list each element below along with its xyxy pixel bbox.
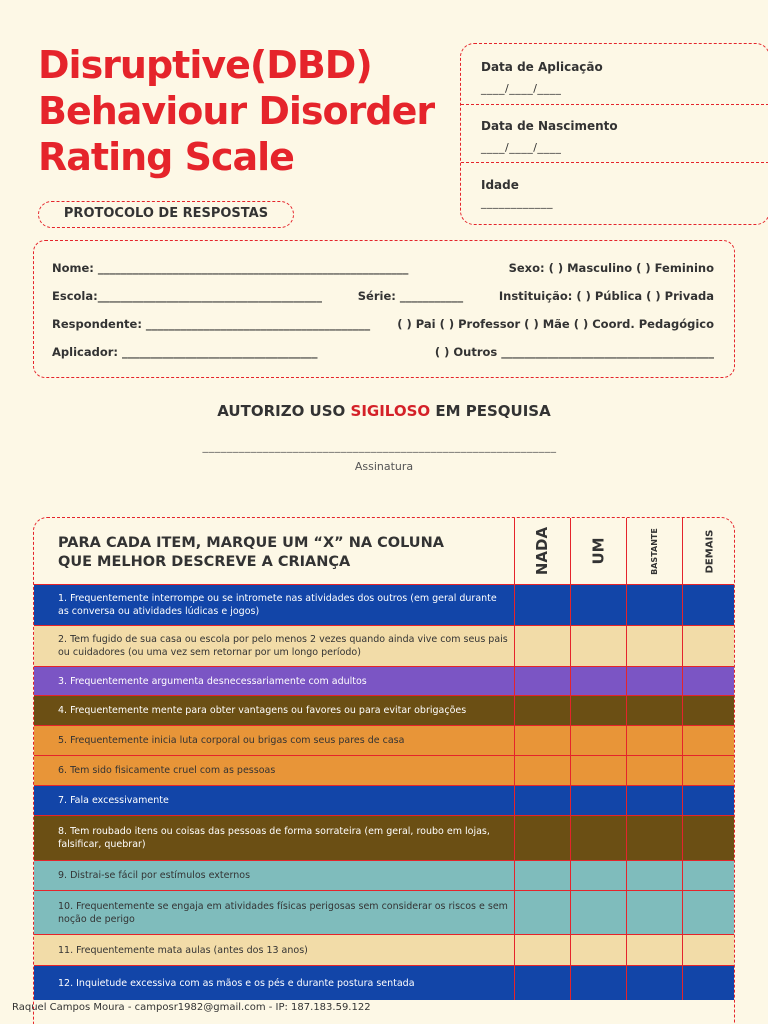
table-row xyxy=(34,584,735,625)
column-header-demais: DEMAIS xyxy=(682,518,735,584)
table-row xyxy=(34,725,735,755)
table-instruction xyxy=(58,534,444,572)
item-text: 8. Tem roubado itens ou coisas das pessoas de forma sorrateira (em geral, roubo em lojas, falsificar, quebrar) xyxy=(58,826,490,850)
title-line-1: Disruptive(DBD) xyxy=(38,43,372,87)
answer-cell-nada[interactable] xyxy=(514,891,570,934)
answer-cell-um[interactable] xyxy=(570,935,626,965)
scale-title xyxy=(38,42,434,180)
answer-cell-bastante[interactable] xyxy=(626,966,682,1000)
nome-row xyxy=(52,261,714,275)
answer-cell-um[interactable] xyxy=(570,891,626,934)
watermark-footer: Raquel Campos Moura - camposr1982@gmail.com - IP: 187.183.59.122 xyxy=(12,1002,371,1013)
table-row xyxy=(34,860,735,890)
instruction-line-2: QUE MELHOR DESCREVE A CRIANÇA xyxy=(58,554,351,570)
table-row xyxy=(34,755,735,785)
authorization-pre: AUTORIZO USO xyxy=(217,402,351,420)
answer-cell-um[interactable] xyxy=(570,726,626,755)
respondente-row xyxy=(52,317,714,331)
idade-label: Idade xyxy=(481,178,519,192)
answer-cell-nada[interactable] xyxy=(514,786,570,815)
divider xyxy=(461,104,768,105)
answer-cell-demais[interactable] xyxy=(682,935,735,965)
escola-field[interactable]: Escola:_______________________________________ xyxy=(52,289,322,303)
answer-cell-bastante[interactable] xyxy=(626,726,682,755)
dates-box xyxy=(460,43,768,225)
divider xyxy=(461,162,768,163)
answer-cell-nada[interactable] xyxy=(514,726,570,755)
answer-cell-bastante[interactable] xyxy=(626,891,682,934)
sexo-options[interactable]: Sexo: ( ) Masculino ( ) Feminino xyxy=(508,261,714,275)
item-text: 3. Frequentemente argumenta desnecessariamente com adultos xyxy=(58,675,367,687)
answer-cell-bastante[interactable] xyxy=(626,696,682,725)
signature-label: Assinatura xyxy=(354,460,414,473)
data-aplicacao-label: Data de Aplicação xyxy=(481,60,603,74)
answer-cell-demais[interactable] xyxy=(682,816,735,860)
table-row xyxy=(34,890,735,934)
answer-cell-demais[interactable] xyxy=(682,696,735,725)
item-text: 6. Tem sido fisicamente cruel com as pessoas xyxy=(58,765,276,776)
table-row xyxy=(34,625,735,666)
aplicador-field[interactable]: Aplicador: __________________________________ xyxy=(52,345,318,359)
answer-cell-um[interactable] xyxy=(570,585,626,625)
title-line-2: Behaviour Disorder xyxy=(38,89,435,133)
answer-cell-demais[interactable] xyxy=(682,585,735,625)
answer-cell-um[interactable] xyxy=(570,667,626,695)
table-header xyxy=(34,518,735,584)
answer-cell-demais[interactable] xyxy=(682,786,735,815)
column-header-um: UM xyxy=(570,518,626,584)
item-text: 5. Frequentemente inicia luta corporal ou brigas com seus pares de casa xyxy=(58,735,405,746)
answer-cell-demais[interactable] xyxy=(682,861,735,890)
answer-cell-um[interactable] xyxy=(570,696,626,725)
answer-cell-um[interactable] xyxy=(570,756,626,785)
answer-cell-demais[interactable] xyxy=(682,756,735,785)
answer-cell-bastante[interactable] xyxy=(626,816,682,860)
answer-cell-demais[interactable] xyxy=(682,966,735,1000)
respondente-field[interactable]: Respondente: _______________________________________ xyxy=(52,317,371,331)
item-text: 11. Frequentemente mata aulas (antes dos 13 anos) xyxy=(58,944,308,956)
item-text: 9. Distrai-se fácil por estímulos externos xyxy=(58,870,251,881)
item-text: 2. Tem fugido de sua casa ou escola por pelo menos 2 vezes quando ainda vive com seus pais ou cuidadores (ou uma vez sem retornar por um longo período) xyxy=(58,634,508,658)
item-text: 10. Frequentemente se engaja em atividades físicas perigosas sem considerar os riscos e sem noção de perigo xyxy=(58,900,508,925)
answer-cell-bastante[interactable] xyxy=(626,667,682,695)
answer-cell-bastante[interactable] xyxy=(626,786,682,815)
authorization-post: EM PESQUISA xyxy=(430,402,551,420)
answer-cell-nada[interactable] xyxy=(514,966,570,1000)
instruction-line-1: PARA CADA ITEM, MARQUE UM “X” NA COLUNA xyxy=(58,535,444,551)
table-row xyxy=(34,815,735,860)
item-text: 7. Fala excessivamente xyxy=(58,795,169,806)
answer-cell-um[interactable] xyxy=(570,786,626,815)
respondente-options[interactable]: ( ) Pai ( ) Professor ( ) Mãe ( ) Coord. Pedagógico xyxy=(397,317,714,331)
item-text: 12. Inquietude excessiva com as mãos e os pés e durante postura sentada xyxy=(58,977,415,989)
answer-cell-demais[interactable] xyxy=(682,626,735,666)
serie-field[interactable]: Série: ___________ xyxy=(357,289,464,303)
rating-table xyxy=(33,517,735,1024)
instituicao-options[interactable]: Instituição: ( ) Pública ( ) Privada xyxy=(498,289,714,303)
answer-cell-bastante[interactable] xyxy=(626,861,682,890)
column-header-bastante: BASTANTE xyxy=(626,518,682,584)
signature-line[interactable]: ___________________________________________________________ xyxy=(202,440,557,453)
item-text: 1. Frequentemente interrompe ou se intromete nas atividades dos outros (em geral durante as conversa ou atividades lúdicas e jogos) xyxy=(58,593,497,617)
answer-cell-bastante[interactable] xyxy=(626,935,682,965)
data-aplicacao-field[interactable]: ____/____/____ xyxy=(481,82,562,95)
answer-cell-nada[interactable] xyxy=(514,861,570,890)
answer-cell-nada[interactable] xyxy=(514,667,570,695)
answer-cell-bastante[interactable] xyxy=(626,626,682,666)
idade-field[interactable]: ____________ xyxy=(481,196,553,209)
column-header-nada: NADA xyxy=(514,518,570,584)
nome-field[interactable]: Nome: ______________________________________________________ xyxy=(52,261,409,275)
identification-box xyxy=(33,240,735,378)
table-row xyxy=(34,695,735,725)
table-row xyxy=(34,785,735,815)
answer-cell-nada[interactable] xyxy=(514,816,570,860)
answer-cell-demais[interactable] xyxy=(682,667,735,695)
answer-cell-bastante[interactable] xyxy=(626,585,682,625)
answer-cell-um[interactable] xyxy=(570,966,626,1000)
table-row xyxy=(34,934,735,965)
authorization-heading xyxy=(0,402,768,420)
answer-cell-nada[interactable] xyxy=(514,696,570,725)
answer-cell-nada[interactable] xyxy=(514,756,570,785)
outros-field[interactable]: ( ) Outros _____________________________________ xyxy=(434,345,714,359)
answer-cell-nada[interactable] xyxy=(514,626,570,666)
authorization-highlight: SIGILOSO xyxy=(350,402,431,420)
title-line-3: Rating Scale xyxy=(38,135,294,179)
aplicador-row xyxy=(52,345,714,359)
answer-cell-nada[interactable] xyxy=(514,585,570,625)
answer-cell-um[interactable] xyxy=(570,816,626,860)
protocolo-badge: PROTOCOLO DE RESPOSTAS xyxy=(38,201,294,228)
table-row xyxy=(34,666,735,695)
table-row xyxy=(34,965,735,1000)
answer-cell-um[interactable] xyxy=(570,861,626,890)
data-nascimento-field[interactable]: ____/____/____ xyxy=(481,141,562,154)
answer-cell-um[interactable] xyxy=(570,626,626,666)
data-nascimento-label: Data de Nascimento xyxy=(481,119,618,133)
item-text: 4. Frequentemente mente para obter vantagens ou favores ou para evitar obrigações xyxy=(58,705,467,716)
escola-row xyxy=(52,289,714,303)
answer-cell-bastante[interactable] xyxy=(626,756,682,785)
answer-cell-demais[interactable] xyxy=(682,891,735,934)
answer-cell-demais[interactable] xyxy=(682,726,735,755)
answer-cell-nada[interactable] xyxy=(514,935,570,965)
